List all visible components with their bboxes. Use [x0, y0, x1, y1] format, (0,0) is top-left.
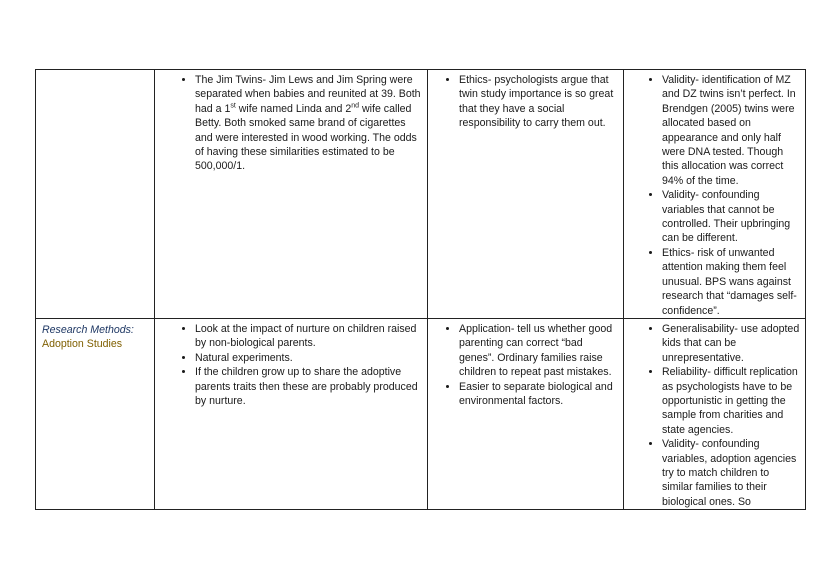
list-item: • Look at the impact of nurture on children raised by non-biological parents. [195, 322, 421, 351]
list-item: • Easier to separate biological and environmental factors. [459, 380, 619, 409]
list-item: • Application- tell us whether good parenting can correct “bad genes”. Ordinary families raise children to repeat past mistakes. [459, 322, 619, 380]
list-item: • Ethics- psychologists argue that twin study importance is so great that they have a social responsibility to carry them out. [459, 73, 619, 131]
table-row [36, 318, 806, 509]
strengths-cell [428, 318, 624, 509]
list-item: • Ethics- risk of unwanted attention making them feel unusual. BPS wans against research that “damages self-confidence”. [662, 246, 802, 318]
list-item: • Reliability- difficult replication as psychologists have to be opportunistic in getting the sample from charities and state agencies. [662, 365, 802, 437]
description-cell [155, 70, 428, 319]
list-item: • Validity- confounding variables, adoption agencies try to match children to similar families to their biological ones. So [662, 437, 802, 509]
notes-table [35, 69, 806, 510]
description-cell [155, 318, 428, 509]
strengths-cell [428, 70, 624, 319]
list-item: • Validity- identification of MZ and DZ twins isn’t perfect. In Brendgen (2005) twins were allocated based on appearance and only half were DNA tested. Though this allocation was correct 94% of the time. [662, 73, 802, 188]
list-item: • Generalisability- use adopted kids that can be unrepresentative. [662, 322, 802, 365]
list-item: • If the children grow up to share the adoptive parents traits then these are probably produced by nurture. [195, 365, 421, 408]
topic-subheading: Adoption Studies [42, 338, 123, 351]
table-row [36, 70, 806, 319]
topic-cell [36, 70, 155, 319]
weaknesses-cell [624, 70, 806, 319]
topic-heading: Research Methods: [42, 323, 134, 336]
list-item: • Natural experiments. [195, 351, 421, 365]
weaknesses-cell [624, 318, 806, 509]
list-item: • Validity- confounding variables that cannot be controlled. Their upbringing can be different. [662, 188, 802, 246]
topic-cell [36, 318, 155, 509]
list-item: • The Jim Twins- Jim Lews and Jim Spring were separated when babies and reunited at 39. Both had a 1st wife named Linda and 2nd wife called Betty. Both smoked same brand of cigarettes and were interested in wood working. The odds of having these similarities estimated to be 500,000/1. [195, 73, 421, 174]
